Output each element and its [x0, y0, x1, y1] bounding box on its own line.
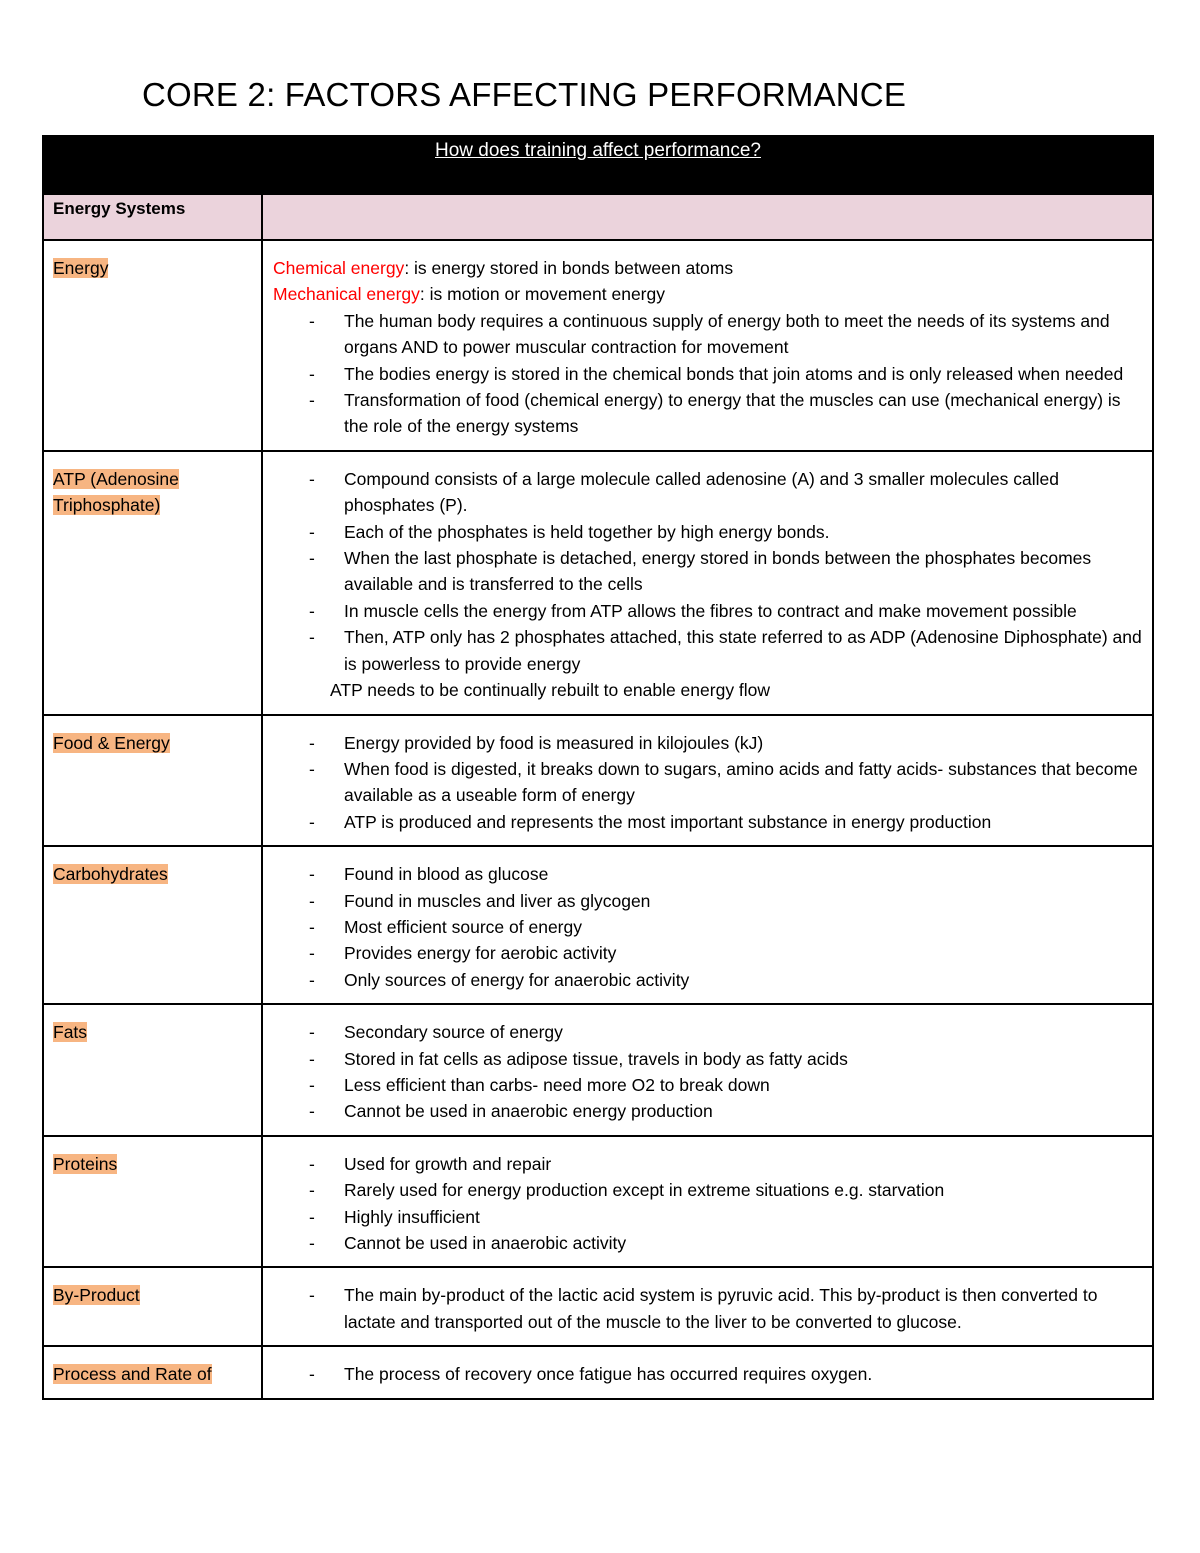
list-item: - The human body requires a continuous supply of energy both to meet the needs of its systems and organs AND to power muscular contraction for movement	[273, 308, 1142, 361]
bullet-list	[273, 861, 1142, 993]
row-content-cell	[262, 1267, 1153, 1346]
list-item: - Provides energy for aerobic activity	[273, 940, 1142, 966]
list-item: - When the last phosphate is detached, energy stored in bonds between the phosphates becomes available and is transferred to the cells	[273, 545, 1142, 598]
bullet-list	[273, 730, 1142, 836]
list-item: - Most efficient source of energy	[273, 914, 1142, 940]
term-mechanical-energy: Mechanical energy	[273, 284, 420, 305]
section-header-row	[43, 194, 1153, 240]
list-item: - ATP is produced and represents the most important substance in energy production	[273, 809, 1142, 835]
table-row-fats	[43, 1004, 1153, 1136]
bullet-list	[273, 308, 1142, 440]
list-item: - In muscle cells the energy from ATP allows the fibres to contract and make movement possible	[273, 598, 1142, 624]
definition-chemical-text: : is energy stored in bonds between atoms	[404, 258, 734, 278]
list-item: - Stored in fat cells as adipose tissue, travels in body as fatty acids	[273, 1046, 1142, 1072]
row-label-by-product: By-Product	[53, 1285, 140, 1306]
notes-table	[42, 135, 1154, 1400]
list-item: - Compound consists of a large molecule called adenosine (A) and 3 smaller molecules called phosphates (P).	[273, 466, 1142, 519]
list-item: - The process of recovery once fatigue has occurred requires oxygen.	[273, 1361, 1142, 1387]
row-content-cell	[262, 1136, 1153, 1268]
atp-summary-line: ATP needs to be continually rebuilt to enable energy flow	[330, 680, 771, 701]
list-item: - When food is digested, it breaks down to sugars, amino acids and fatty acids- substances that become available as a useable form of energy	[273, 756, 1142, 809]
list-item: - Used for growth and repair	[273, 1151, 1142, 1177]
section-header-cell	[43, 194, 262, 240]
list-item: - Secondary source of energy	[273, 1019, 1142, 1045]
row-label-cell	[43, 1136, 262, 1268]
table-row-by-product	[43, 1267, 1153, 1346]
term-chemical-energy: Chemical energy	[273, 258, 405, 278]
table-row-energy	[43, 240, 1153, 451]
row-label-cell	[43, 846, 262, 1004]
row-content-cell	[262, 240, 1153, 451]
row-content-cell	[262, 1004, 1153, 1136]
section-header-empty-cell	[262, 194, 1153, 240]
table-header-row	[43, 136, 1153, 194]
row-content-cell	[262, 1346, 1153, 1398]
definition-mechanical-energy	[273, 281, 1142, 307]
list-item: - Rarely used for energy production except in extreme situations e.g. starvation	[273, 1177, 1142, 1203]
row-label-cell	[43, 240, 262, 451]
row-content-cell	[262, 846, 1153, 1004]
row-label-cell	[43, 1004, 262, 1136]
bullet-list	[273, 466, 1142, 677]
row-label-atp: ATP (Adenosine Triphosphate)	[53, 468, 179, 516]
row-label-food-energy: Food & Energy	[53, 732, 170, 753]
list-item: - Less efficient than carbs- need more O2 to break down	[273, 1072, 1142, 1098]
bullet-list	[273, 1151, 1142, 1257]
list-item: - Each of the phosphates is held together by high energy bonds.	[273, 519, 1142, 545]
row-label-energy: Energy	[53, 258, 109, 278]
list-item: - Cannot be used in anaerobic energy production	[273, 1098, 1142, 1124]
list-item: - Highly insufficient	[273, 1204, 1142, 1230]
row-label-cell	[43, 1267, 262, 1346]
section-title: Energy Systems	[53, 199, 186, 218]
list-item: - Found in muscles and liver as glycogen	[273, 888, 1142, 914]
row-label-carbohydrates: Carbohydrates	[53, 864, 168, 885]
list-item: - Then, ATP only has 2 phosphates attached, this state referred to as ADP (Adenosine Diphosphate) and is powerless to provide energy	[273, 624, 1142, 677]
list-item: - The main by-product of the lactic acid system is pyruvic acid. This by-product is then converted to lactate and transported out of the muscle to the liver to be converted to glucose.	[273, 1282, 1142, 1335]
bullet-list	[273, 1282, 1142, 1335]
bullet-list	[273, 1361, 1142, 1387]
definition-mechanical-text: : is motion or movement energy	[419, 284, 665, 305]
table-row-food-energy	[43, 715, 1153, 847]
row-label-cell	[43, 715, 262, 847]
table-row-atp	[43, 451, 1153, 715]
list-item: - Only sources of energy for anaerobic activity	[273, 967, 1142, 993]
row-label-cell	[43, 1346, 262, 1398]
row-label-process-rate: Process and Rate of	[53, 1364, 212, 1385]
table-row-proteins	[43, 1136, 1153, 1268]
list-item: - Transformation of food (chemical energy) to energy that the muscles can use (mechanical energy) is the role of the energy systems	[273, 387, 1142, 440]
row-content-cell	[262, 451, 1153, 715]
page-title: CORE 2: FACTORS AFFECTING PERFORMANCE	[142, 76, 907, 113]
list-item: - Energy provided by food is measured in kilojoules (kJ)	[273, 730, 1142, 756]
row-label-fats: Fats	[53, 1022, 88, 1043]
table-row-carbohydrates	[43, 846, 1153, 1004]
table-header-question: How does training affect performance?	[435, 140, 761, 161]
table-row-process-rate	[43, 1346, 1153, 1398]
list-item: - Found in blood as glucose	[273, 861, 1142, 887]
bullet-list	[273, 1019, 1142, 1125]
list-item: - Cannot be used in anaerobic activity	[273, 1230, 1142, 1256]
table-header-cell	[43, 136, 1153, 194]
definition-chemical-energy	[273, 255, 1142, 281]
row-content-cell	[262, 715, 1153, 847]
row-label-cell	[43, 451, 262, 715]
row-label-proteins: Proteins	[53, 1153, 118, 1174]
list-item: - The bodies energy is stored in the chemical bonds that join atoms and is only released when needed	[273, 361, 1142, 387]
